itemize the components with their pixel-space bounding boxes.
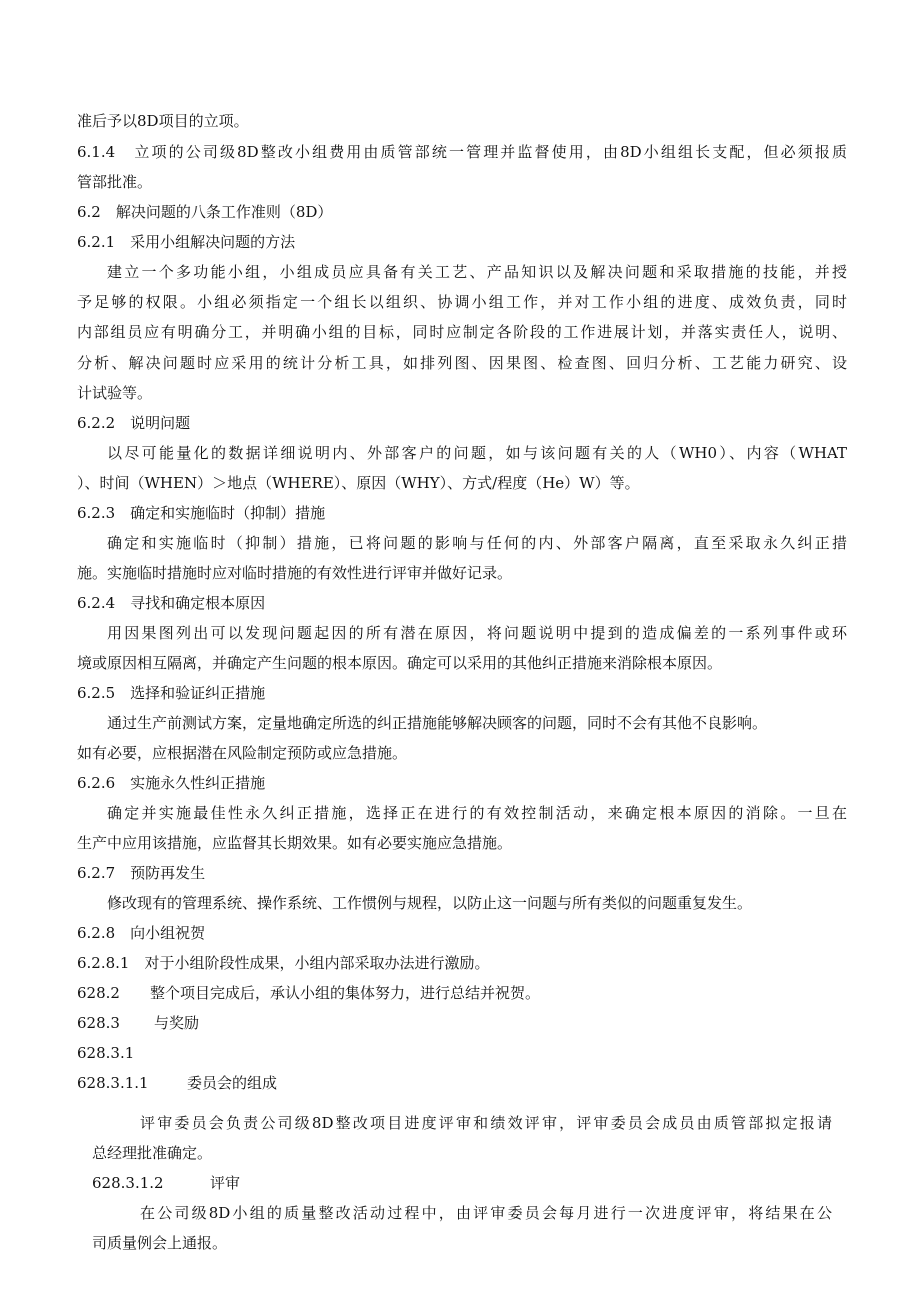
text-line: 管部批准。 [77, 173, 153, 191]
section-number: 628.3.1 [77, 1044, 135, 1062]
text-line: 建立一个多功能小组，小组成员应具备有关工艺、产品知识以及解决问题和采取措施的技能，并授 [107, 263, 847, 281]
text-line: 如有必要，应根据潜在风险制定预防或应急措施。 [77, 744, 408, 762]
section-title: 与奖励 [154, 1014, 200, 1032]
section-heading [92, 1173, 240, 1193]
text-line: 内部组员应有明确分工，并明确小组的目标，同时应制定各阶段的工作进展计划，并落实责任人，说明、 [77, 323, 847, 341]
text-line: 修改现有的管理系统、操作系统、工作惯例与规程，以防止这一问题与所有类似的问题重复发生。 [107, 894, 753, 912]
text-line: 6.2.8.1 对于小组阶段性成果，小组内部采取办法进行激励。 [77, 954, 490, 972]
section-number: 628.3.1.2 [92, 1174, 164, 1192]
section-heading: 6.2.5 选择和验证纠正措施 [77, 684, 266, 702]
section-title: 委员会的组成 [187, 1074, 278, 1092]
text-line: 予足够的权限。小组必须指定一个组长以组织、协调小组工作，并对工作小组的进度、成效负责，同时 [77, 293, 847, 311]
section-title: 评审 [210, 1174, 241, 1192]
section-heading: 6.2.1 采用小组解决问题的方法 [77, 233, 296, 251]
text-line: 计试验等。 [77, 384, 153, 402]
text-line: 准后予以8D项目的立项。 [77, 112, 249, 130]
text-line: 6.1.4 立项的公司级8D整改小组费用由质管部统一管理并监督使用，由8D小组组长支配，但必须报质 [77, 143, 847, 161]
text-line: 确定并实施最佳性永久纠正措施，选择正在进行的有效控制活动，来确定根本原因的消除。一旦在 [107, 804, 847, 822]
section-heading: 6.2.4 寻找和确定根本原因 [77, 594, 266, 612]
text-line: 境或原因相互隔离，并确定产生问题的根本原因。确定可以采用的其他纠正措施来消除根本原因。 [77, 654, 723, 672]
section-heading: 6.2.3 确定和实施临时（抑制）措施 [77, 504, 326, 522]
text-line: 在公司级8D小组的质量整改活动过程中，由评审委员会每月进行一次进度评审，将结果在公 [140, 1204, 832, 1222]
text-line: 分析、解决问题时应采用的统计分析工具，如排列图、因果图、检查图、回归分析、工艺能力研究、设 [77, 354, 847, 372]
text-line: 确定和实施临时（抑制）措施，已将问题的影响与任何的内、外部客户隔离，直至采取永久纠正措 [107, 534, 847, 552]
section-heading: 6.2 解决问题的八条工作准则（8D） [77, 203, 333, 221]
section-heading [77, 1073, 277, 1093]
section-number: 628.3.1.1 [77, 1074, 149, 1092]
text-line: 施。实施临时措施时应对临时措施的有效性进行评审并做好记录。 [77, 564, 513, 582]
section-heading [77, 1013, 199, 1033]
text-line: 司质量例会上通报。 [92, 1234, 228, 1252]
text-line: 评审委员会负责公司级8D整改项目进度评审和绩效评审，评审委员会成员由质管部拟定报请 [140, 1114, 832, 1132]
section-heading: 6.2.2 说明问题 [77, 414, 191, 432]
text-line: 以尽可能量化的数据详细说明内、外部客户的问题，如与该问题有关的人（WH0）、内容（WHAT [107, 444, 847, 462]
text-line: 628.2 整个项目完成后，承认小组的集体努力，进行总结并祝贺。 [77, 984, 540, 1002]
section-number: 628.3 [77, 1014, 120, 1032]
section-heading: 6.2.6 实施永久性纠正措施 [77, 774, 266, 792]
text-line: 通过生产前测试方案，定量地确定所选的纠正措施能够解决顾客的问题，同时不会有其他不良影响。 [107, 714, 768, 732]
text-line: 生产中应用该措施，应监督其长期效果。如有必要实施应急措施。 [77, 834, 513, 852]
text-line: 总经理批准确定。 [92, 1144, 213, 1162]
section-heading [77, 1043, 134, 1063]
text-line: ）、时间（WHEN）＞地点（WHERE）、原因（WHY）、方式/程度（He）W）等。 [77, 474, 640, 492]
section-heading: 6.2.8 向小组祝贺 [77, 924, 206, 942]
text-line: 用因果图列出可以发现问题起因的所有潜在原因，将问题说明中提到的造成偏差的一系列事件或环 [107, 624, 847, 642]
section-heading: 6.2.7 预防再发生 [77, 864, 206, 882]
